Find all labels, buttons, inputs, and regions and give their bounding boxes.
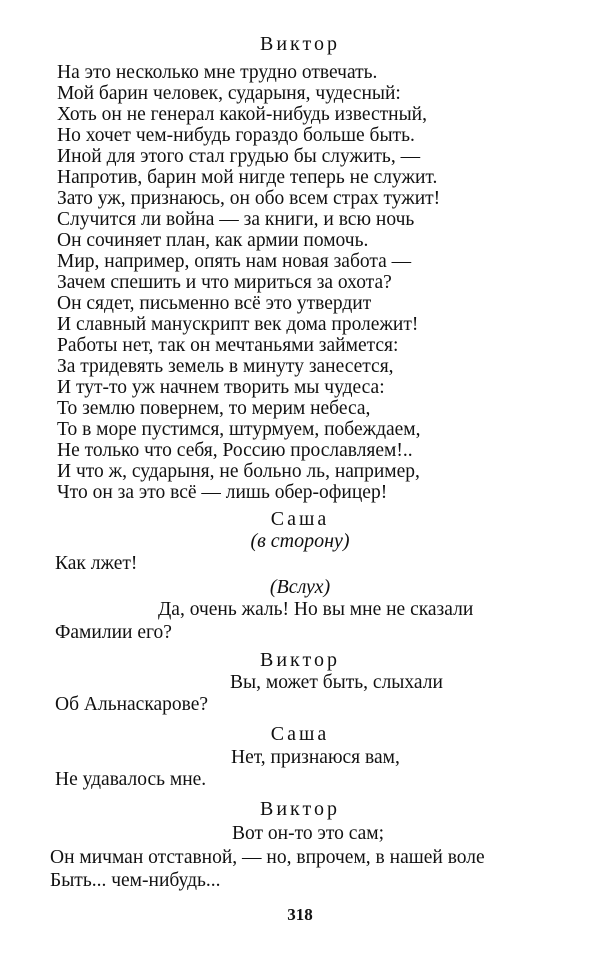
verse-line: Быть... чем-нибудь... — [50, 870, 221, 891]
page-number: 318 — [287, 905, 313, 924]
verse-line-indented: Вы, может быть, слыхали — [230, 672, 443, 693]
verse-line: Хоть он не генерал какой-нибудь известный, — [57, 104, 427, 125]
verse-line: За тридевять земель в минуту занесется, — [57, 356, 394, 377]
verse-line: Что он за это всё — лишь обер-офицер! — [57, 482, 388, 503]
speaker-name: Саша — [270, 723, 330, 745]
verse-line: Он сочиняет план, как армии помочь. — [57, 230, 369, 251]
speaker-name: Саша — [270, 508, 330, 530]
speaker-name: Виктор — [260, 33, 340, 55]
verse-line: Фамилии его? — [55, 622, 172, 643]
verse-line: Мой барин человек, сударыня, чудесный: — [57, 83, 401, 104]
verse-line: Мир, например, опять нам новая забота — — [57, 251, 412, 272]
verse-line: Зачем спешить и что мириться за охота? — [57, 272, 392, 293]
verse-line: Он мичман отставной, — но, впрочем, в нашей воле — [50, 847, 485, 868]
verse-line: На это несколько мне трудно отвечать. — [57, 62, 378, 83]
verse-line: Не удавалось мне. — [55, 769, 207, 790]
verse-line: И что ж, сударыня, не больно ль, например, — [57, 461, 420, 482]
verse-line-indented: Вот он-то это сам; — [232, 823, 385, 844]
verse-line: Он сядет, письменно всё это утвердит — [57, 293, 372, 314]
verse-line: Случится ли война — за книги, и всю ночь — [57, 209, 415, 230]
speaker-name: Виктор — [260, 649, 340, 671]
verse-line-indented: Нет, признаюся вам, — [231, 747, 400, 768]
verse-line-indented: Да, очень жаль! Но вы мне не сказали — [158, 599, 474, 620]
stage-direction: (Вслух) — [269, 576, 331, 598]
verse-line: То землю повернем, то мерим небеса, — [57, 398, 371, 419]
verse-line: Иной для этого стал грудью бы служить, — — [57, 146, 421, 167]
verse-line: Работы нет, так он мечтаньями займется: — [57, 335, 399, 356]
verse-line: И славный манускрипт век дома пролежит! — [57, 314, 419, 335]
verse-line: Об Альнаскарове? — [55, 694, 209, 715]
verse-line: И тут-то уж начнем творить мы чудеса: — [57, 377, 385, 398]
verse-line: Но хочет чем-нибудь гораздо больше быть. — [57, 125, 415, 146]
speaker-name: Виктор — [260, 798, 340, 820]
verse-line: Напротив, барин мой нигде теперь не служит. — [57, 167, 438, 188]
verse-line: Зато уж, признаюсь, он обо всем страх тужит! — [57, 188, 441, 209]
verse-line: Не только что себя, Россию прославляем!.. — [57, 440, 413, 461]
verse-line: То в море пустимся, штурмуем, побеждаем, — [57, 419, 421, 440]
stage-direction: (в сторону) — [250, 530, 350, 552]
verse-line: Как лжет! — [55, 553, 138, 574]
